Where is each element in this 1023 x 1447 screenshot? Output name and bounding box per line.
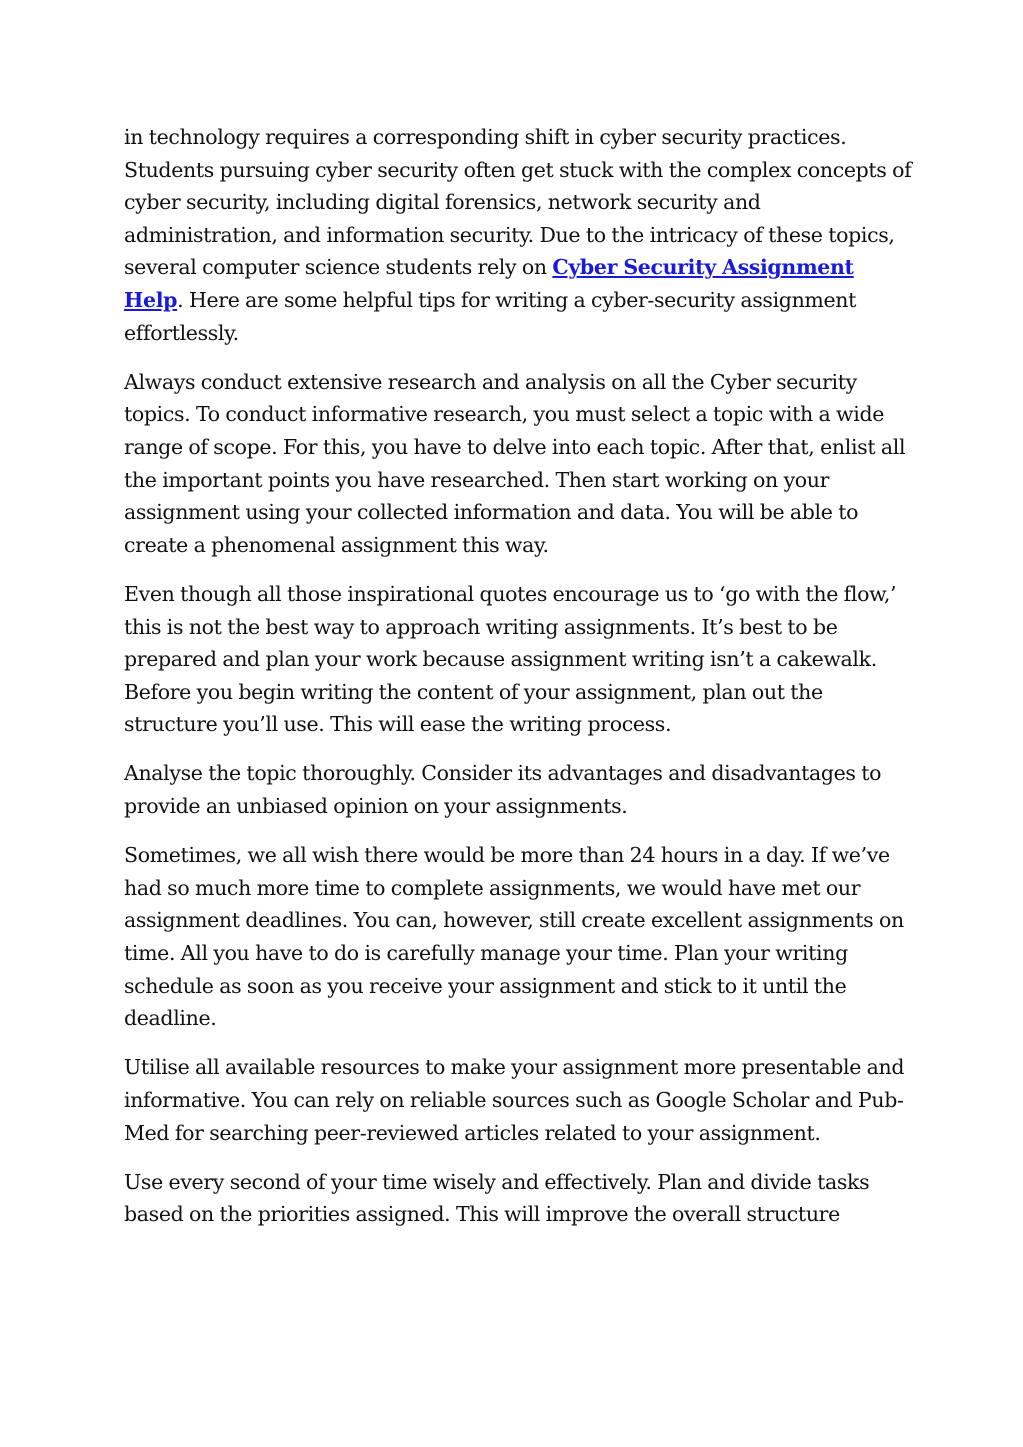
paragraph-analysis: Analyse the topic thoroughly. Consider its advantages and disadvantages to provide an unbiased opinion on your assignments. — [124, 761, 882, 819]
document-body — [124, 121, 914, 1248]
paragraph-resources: Utilise all available resources to make your assignment more presentable and informative. You can rely on reliable sources such as Google Scholar and Pub-Med for searching peer-reviewed articles related to your assignment. — [124, 1055, 905, 1145]
paragraph-planning: Even though all those inspirational quotes encourage us to ‘go with the flow,’ this is not the best way to approach writing assignments. It’s best to be prepared and plan your work because assignment writing isn’t a cakewalk. Before you begin writing the content of your assignment, plan out the structure you’ll use. This will ease the writing process. — [124, 581, 897, 737]
cyber-security-assignment-help-link[interactable]: Cyber Security Assignment Help — [124, 255, 854, 312]
paragraph-time-management: Sometimes, we all wish there would be more than 24 hours in a day. If we’ve had so much more time to complete assignments, we would have met our assignment deadlines. You can, however, still create excellent assignments on time. All you have to do is carefully manage your time. Plan your writing schedule as soon as you receive your assignment and stick to it until the deadline. — [124, 843, 904, 1031]
paragraph-intro — [124, 121, 914, 349]
paragraph-intro-text-before-link: in technology requires a corresponding shift in cyber security practices. Students pursuing cyber security often get stuck with the complex concepts of cyber security, including digital forensics, network security and administration, and information security. Due to the intricacy of these topics, several computer science students rely on — [124, 125, 912, 280]
paragraph-research: Always conduct extensive research and analysis on all the Cyber security topics. To conduct informative research, you must select a topic with a wide range of scope. For this, you have to delve into each topic. After that, enlist all the important points you have researched. Then start working on your assignment using your collected information and data. You will be able to create a phenomenal assignment this way. — [124, 369, 906, 557]
paragraph-priorities: Use every second of your time wisely and effectively. Plan and divide tasks based on the priorities assigned. This will improve the overall structure — [124, 1169, 870, 1227]
paragraph-intro-text-after-link: . Here are some helpful tips for writing a cyber-security assignment effortlessly. — [124, 287, 857, 345]
